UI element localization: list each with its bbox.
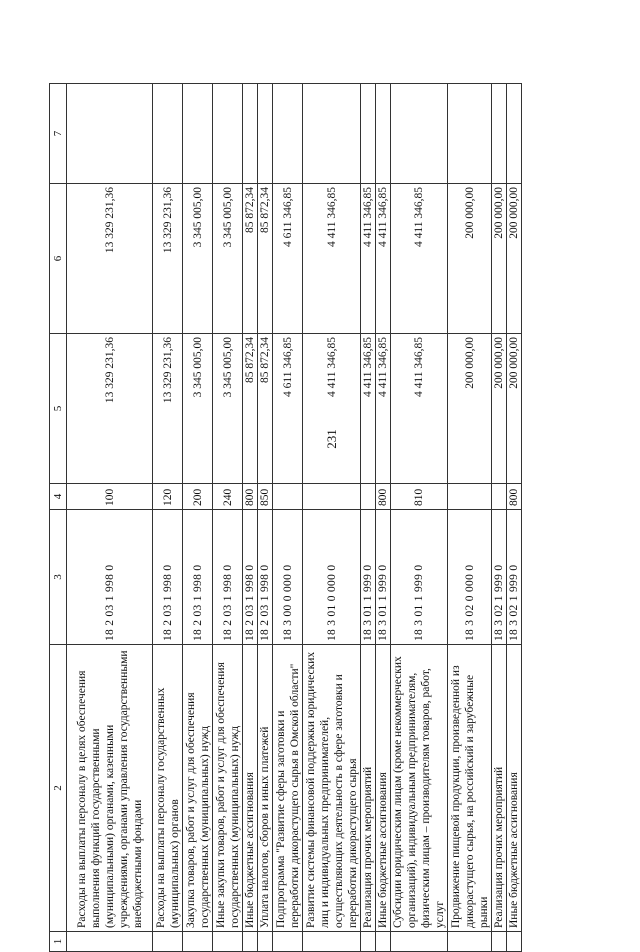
column-number-row <box>49 84 66 952</box>
table-row <box>390 84 447 952</box>
table-row <box>506 84 521 952</box>
row-type: 810 <box>390 484 447 510</box>
row-code: 18 3 02 0 000 0 <box>447 510 491 645</box>
row-cell-col7 <box>242 84 257 184</box>
row-amount-col5: 85 872,34 <box>257 334 272 484</box>
row-type <box>491 484 506 510</box>
row-amount-col6: 3 345 005,00 <box>182 184 212 334</box>
table-row <box>375 84 390 952</box>
row-code: 18 3 01 1 999 0 <box>360 510 375 645</box>
row-cell-col7 <box>360 84 375 184</box>
row-name: Расходы на выплаты персоналу государственных (муниципальных) органов <box>152 645 182 932</box>
column-number: 2 <box>49 645 66 932</box>
row-type: 240 <box>212 484 242 510</box>
row-amount-col6: 200 000,00 <box>491 184 506 334</box>
table-row <box>257 84 272 952</box>
row-cell-col1 <box>491 932 506 952</box>
row-cell-col1 <box>360 932 375 952</box>
table-row <box>152 84 182 952</box>
budget-table <box>49 83 522 952</box>
row-name: Иные закупки товаров, работ и услуг для обеспечения государственных (муниципальных) нужд <box>212 645 242 932</box>
row-cell-col1 <box>152 932 182 952</box>
row-code: 18 2 03 1 998 0 <box>152 510 182 645</box>
row-type: 100 <box>66 484 152 510</box>
row-cell-col1 <box>375 932 390 952</box>
row-cell-col7 <box>212 84 242 184</box>
row-type <box>360 484 375 510</box>
row-cell-col7 <box>182 84 212 184</box>
row-name: Расходы на выплаты персоналу в целях обеспечения выполнения функций государственными (муниципальными) органами, казенными учреждениями, органами управления государственными внебюджетными фондами <box>66 645 152 932</box>
row-cell-col1 <box>272 932 302 952</box>
row-code: 18 3 02 1 999 0 <box>491 510 506 645</box>
row-cell-col7 <box>152 84 182 184</box>
page-number: 231 <box>324 429 339 449</box>
column-number: 5 <box>49 334 66 484</box>
row-amount-col6: 3 345 005,00 <box>212 184 242 334</box>
row-amount-col5: 200 000,00 <box>491 334 506 484</box>
row-cell-col1 <box>390 932 447 952</box>
row-type: 120 <box>152 484 182 510</box>
row-amount-col6: 4 411 346,85 <box>390 184 447 334</box>
row-amount-col6: 85 872,34 <box>257 184 272 334</box>
row-code: 18 2 03 1 998 0 <box>242 510 257 645</box>
table-row <box>272 84 302 952</box>
row-type: 800 <box>506 484 521 510</box>
row-amount-col5: 85 872,34 <box>242 334 257 484</box>
row-cell-col7 <box>66 84 152 184</box>
row-name: Реализация прочих мероприятий <box>360 645 375 932</box>
row-cell-col1 <box>302 932 360 952</box>
row-code: 18 3 01 1 999 0 <box>375 510 390 645</box>
row-name: Уплата налогов, сборов и иных платежей <box>257 645 272 932</box>
row-code: 18 3 02 1 999 0 <box>506 510 521 645</box>
row-amount-col6: 4 411 346,85 <box>360 184 375 334</box>
table-row <box>491 84 506 952</box>
row-amount-col6: 85 872,34 <box>242 184 257 334</box>
row-amount-col5: 4 411 346,85 <box>375 334 390 484</box>
table-row <box>212 84 242 952</box>
row-amount-col5: 4 411 346,85 <box>390 334 447 484</box>
row-amount-col6: 4 411 346,85 <box>375 184 390 334</box>
row-amount-col5: 200 000,00 <box>447 334 491 484</box>
row-cell-col7 <box>491 84 506 184</box>
row-code: 18 3 00 0 000 0 <box>272 510 302 645</box>
row-code: 18 2 03 1 998 0 <box>212 510 242 645</box>
row-amount-col5: 3 345 005,00 <box>182 334 212 484</box>
row-name: Иные бюджетные ассигнования <box>242 645 257 932</box>
column-number: 6 <box>49 184 66 334</box>
row-cell-col1 <box>66 932 152 952</box>
row-amount-col6: 13 329 231,36 <box>66 184 152 334</box>
row-amount-col5: 4 411 346,85 <box>360 334 375 484</box>
row-type <box>447 484 491 510</box>
row-amount-col6: 200 000,00 <box>447 184 491 334</box>
row-name: Иные бюджетные ассигнования <box>506 645 521 932</box>
row-amount-col5: 13 329 231,36 <box>152 334 182 484</box>
row-cell-col1 <box>182 932 212 952</box>
row-cell-col1 <box>506 932 521 952</box>
column-number: 1 <box>49 932 66 952</box>
row-amount-col6: 200 000,00 <box>506 184 521 334</box>
table-row <box>360 84 375 952</box>
row-name: Субсидии юридическим лицам (кроме некоммерческих организаций), индивидуальным предпринимателям, физическим лицам – производителям товаров, работ, услуг <box>390 645 447 932</box>
row-type: 800 <box>375 484 390 510</box>
row-amount-col6: 4 411 346,85 <box>302 184 360 334</box>
table-row <box>447 84 491 952</box>
row-amount-col5: 200 000,00 <box>506 334 521 484</box>
row-name: Продвижение пищевой продукции, произведенной из дикорастущего сырья, на российский и зарубежные рынки <box>447 645 491 932</box>
column-number: 7 <box>49 84 66 184</box>
row-cell-col7 <box>447 84 491 184</box>
budget-table-sheet <box>49 84 521 952</box>
row-amount-col5: 3 345 005,00 <box>212 334 242 484</box>
row-name: Закупка товаров, работ и услуг для обеспечения государственных (муниципальных) нужд <box>182 645 212 932</box>
row-cell-col7 <box>375 84 390 184</box>
row-amount-col6: 13 329 231,36 <box>152 184 182 334</box>
row-cell-col1 <box>447 932 491 952</box>
table-row <box>242 84 257 952</box>
row-code: 18 3 01 1 999 0 <box>390 510 447 645</box>
row-code: 18 2 03 1 998 0 <box>66 510 152 645</box>
row-cell-col7 <box>302 84 360 184</box>
column-number: 3 <box>49 510 66 645</box>
row-type <box>272 484 302 510</box>
row-type: 200 <box>182 484 212 510</box>
row-cell-col7 <box>506 84 521 184</box>
row-code: 18 2 03 1 998 0 <box>182 510 212 645</box>
row-cell-col7 <box>257 84 272 184</box>
table-row <box>302 84 360 952</box>
table-row <box>182 84 212 952</box>
row-type <box>302 484 360 510</box>
row-cell-col7 <box>390 84 447 184</box>
row-amount-col5: 4 411 346,85 <box>302 334 360 484</box>
row-type: 850 <box>257 484 272 510</box>
row-amount-col6: 4 611 346,85 <box>272 184 302 334</box>
row-amount-col5: 4 611 346,85 <box>272 334 302 484</box>
row-cell-col1 <box>212 932 242 952</box>
row-name: Подпрограмма "Развитие сферы заготовки и переработки дикорастущего сырья в Омской области" <box>272 645 302 932</box>
row-type: 800 <box>242 484 257 510</box>
column-number: 4 <box>49 484 66 510</box>
row-cell-col1 <box>242 932 257 952</box>
row-cell-col7 <box>272 84 302 184</box>
row-code: 18 3 01 0 000 0 <box>302 510 360 645</box>
row-name: Реализация прочих мероприятий <box>491 645 506 932</box>
row-amount-col5: 13 329 231,36 <box>66 334 152 484</box>
row-cell-col1 <box>257 932 272 952</box>
row-code: 18 2 03 1 998 0 <box>257 510 272 645</box>
table-row <box>66 84 152 952</box>
row-name: Иные бюджетные ассигнования <box>375 645 390 932</box>
row-name: Развитие системы финансовой поддержки юридических лиц и индивидуальных предпринимателей, осуществляющих деятельность в сфере заготовки и переработки дикорастущего сырья <box>302 645 360 932</box>
